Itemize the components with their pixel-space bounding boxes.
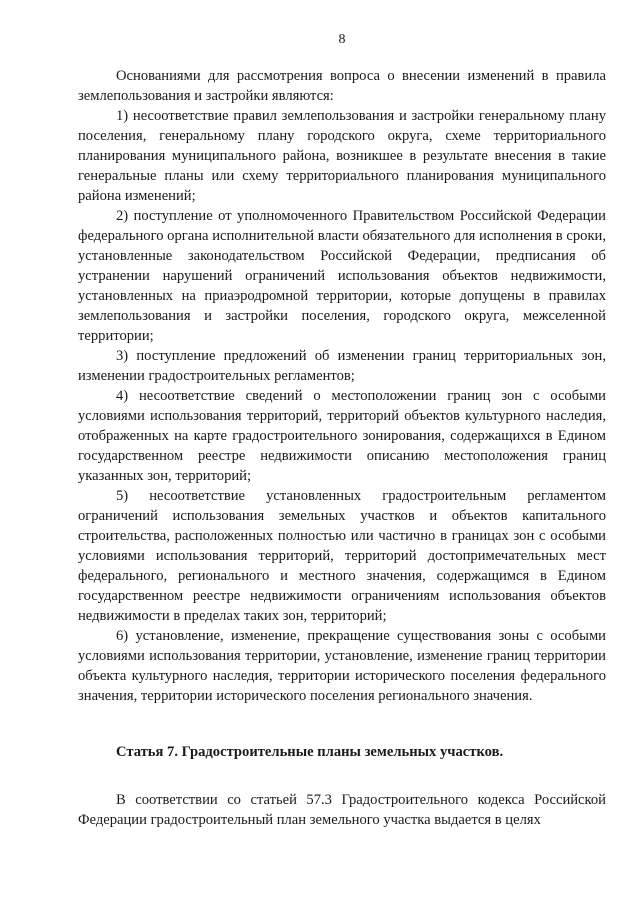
paragraph-item-1: 1) несоответствие правил землепользования и застройки генеральному плану поселения, генеральному плану городского округа, схеме территориального планирования муниципального района, возникшее в результате внесения в такие генеральные планы или схему территориального планирования муниципального района изменений;	[78, 108, 606, 204]
paragraph-item-4: 4) несоответствие сведений о местоположении границ зон с особыми условиями использования территорий, территорий объектов культурного наследия, отображенных на карте градостроительного зонирования, содержащихся в Едином государственном реестре недвижимости описанию местоположения границ указанных зон, территорий;	[78, 388, 606, 484]
page-number: 8	[338, 32, 346, 47]
paragraph-item-2: 2) поступление от уполномоченного Правительством Российской Федерации федерального органа исполнительной власти обязательного для исполнения в сроки, установленные законодательством Российской Федерации, предписания об устранении нарушений ограничений использования объектов недвижимости, установленных на приаэродромной территории, которые допущены в правилах землепользования и застройки поселения, городского округа, межселенной территории;	[78, 208, 606, 344]
paragraph-item-3: 3) поступление предложений об изменении границ территориальных зон, изменении градостроительных регламентов;	[78, 348, 606, 384]
article-7-heading: Статья 7. Градостроительные планы земельных участков.	[116, 744, 504, 760]
paragraph-grounds-intro: Основаниями для рассмотрения вопроса о внесении изменений в правила землепользования и застройки являются:	[78, 68, 606, 104]
paragraph-item-5: 5) несоответствие установленных градостроительным регламентом ограничений использования земельных участков и объектов капитального строительства, расположенных полностью или частично в границах зон с особыми условиями использования территорий, территорий достопримечательных мест федерального, регионального и местного значения, содержащимся в Едином государственном реестре недвижимости ограничениям использования объектов недвижимости в пределах таких зон, территорий;	[78, 488, 606, 624]
article-7-paragraph: В соответствии со статьей 57.3 Градостроительного кодекса Российской Федерации градостроительный план земельного участка выдается в целях	[78, 792, 606, 828]
paragraph-item-6: 6) установление, изменение, прекращение существования зоны с особыми условиями использования территории, установление, изменение границ территории объекта культурного наследия, территории исторического поселения федерального значения, территории исторического поселения регионального значения.	[78, 628, 606, 704]
